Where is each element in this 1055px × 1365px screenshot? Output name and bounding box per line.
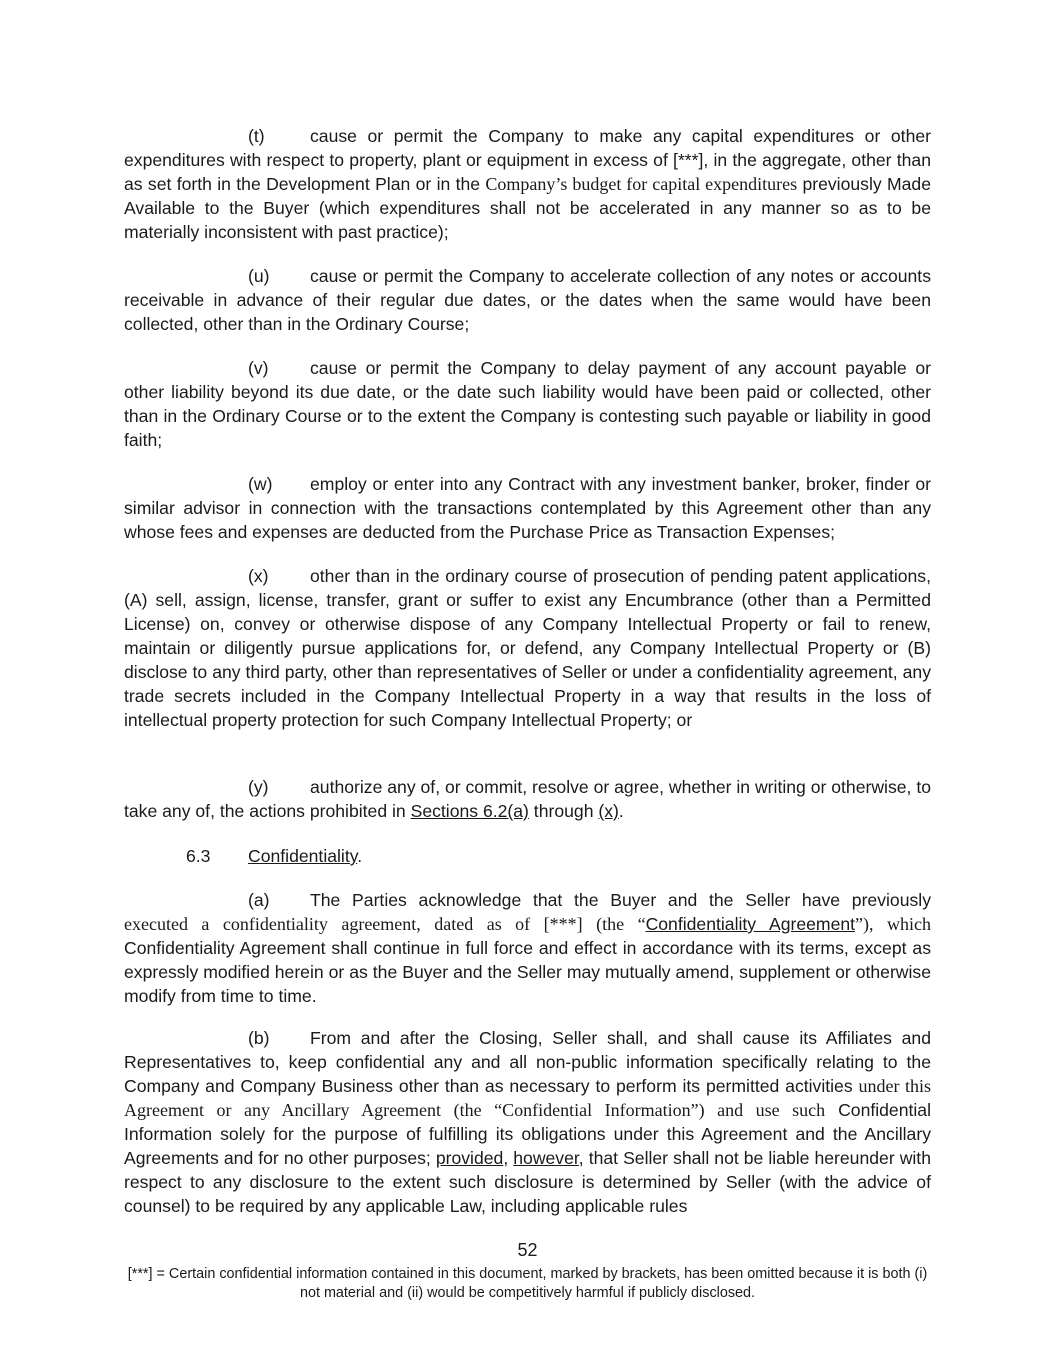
footnote: [***] = Certain confidential information contained in this document, marked by brackets, has been omitted because it is both (i) not material and (ii) would be competitively harmful if publicly disclosed. (127, 1266, 928, 1301)
paragraph-6-3-b (124, 1026, 931, 1218)
paragraph-label: (v) (248, 358, 269, 378)
section-title-end: . (357, 846, 363, 866)
paragraph-u (124, 264, 931, 336)
paragraph-text: employ or enter into any Contract with any investment banker, broker, finder or similar advisor in connection with the transactions contemplated by this Agreement other than any whose fees and expenses are deducted from the Purchase Price as Transaction Expenses; (124, 474, 931, 542)
section-reference-link: (x) (598, 801, 619, 821)
paragraph-text-serif: ”), which (855, 914, 931, 934)
paragraph-text: cause or permit the Company to make any capital expenditures or other expenditures with respect to property, plant or equipment in excess of [***], in the aggregate, other than as set forth in the Development Plan or in the (124, 126, 931, 194)
paragraph-text-serif: Company’s budget for capital expenditures (485, 174, 798, 194)
paragraph-text: Confidentiality Agreement shall continue in full force and effect in accordance with its terms, except as expressly modified herein or as the Buyer and the Seller may mutually amend, supplement or otherwise modify from time to time. (124, 938, 931, 1006)
paragraph-text: authorize any of, or commit, resolve or agree, whether in writing or otherwise, to take any of, the actions prohibited in (124, 777, 931, 821)
however-term: however (513, 1148, 579, 1168)
paragraph-text: , (503, 1148, 514, 1168)
section-number: 6.3 (186, 846, 211, 866)
paragraph-label: (a) (248, 890, 270, 910)
paragraph-label: (u) (248, 266, 270, 286)
paragraph-6-3-a (124, 888, 931, 1008)
paragraph-w (124, 472, 931, 544)
page-number: 52 (517, 1240, 538, 1260)
paragraph-x (124, 564, 931, 732)
paragraph-text: through (528, 801, 599, 821)
paragraph-text-serif: under this Agreement or any Ancillary Agreement (the “Confidential Information”) and use such (124, 1076, 931, 1120)
paragraph-text: , that Seller shall not be liable hereunder with respect to any disclosure to the extent such disclosure is determined by Seller (with the advice of counsel) to be required by any applicable Law, including applicable rules (124, 1148, 931, 1216)
paragraph-y (124, 775, 931, 823)
paragraph-text: other than in the ordinary course of prosecution of pending patent applications, (A) sell, assign, license, transfer, grant or suffer to exist any Encumbrance (other than a Permitted License) on, convey or otherwise dispose of any Company Intellectual Property or fail to renew, maintain or diligently pursue applications for, or defend, any Company Intellectual Property or (B) disclose to any third party, other than representatives of Seller or under a confidentiality agreement, any trade secrets included in the Company Intellectual Property in a way that results in the loss of intellectual property protection for such Company Intellectual Property; or (124, 566, 931, 730)
provided-term: provided (435, 1148, 504, 1168)
paragraph-label: (t) (248, 126, 265, 146)
paragraph-text: The Parties acknowledge that the Buyer and the Seller have previously (310, 890, 931, 910)
paragraph-t (124, 124, 931, 244)
paragraph-label: (b) (248, 1028, 270, 1048)
paragraph-label: (w) (248, 474, 273, 494)
paragraph-text: previously Made Available to the Buyer (which expenditures shall not be accelerated in any manner so as to be materially inconsistent with past practice); (124, 174, 931, 242)
section-heading (186, 844, 362, 868)
defined-term: Confidentiality Agreement (645, 914, 856, 934)
paragraph-label: (y) (248, 777, 269, 797)
paragraph-text: . (618, 801, 624, 821)
section-title: Confidentiality (248, 846, 358, 866)
paragraph-text: Confidential Information solely for the purpose of fulfilling its obligations under this Agreement and the Ancillary Agreements and for no other purposes; (124, 1100, 931, 1168)
paragraph-text: From and after the Closing, Seller shall, and shall cause its Affiliates and Representatives to, keep confidential any and all non-public information specifically relating to the Company and Company Business other than as necessary to perform its permitted activities (124, 1028, 931, 1096)
paragraph-v (124, 356, 931, 452)
paragraph-text: cause or permit the Company to accelerate collection of any notes or accounts receivable in advance of their regular due dates, or the dates when the same would have been collected, other than in the Ordinary Course; (124, 266, 931, 334)
section-reference-link: Sections 6.2(a) (410, 801, 529, 821)
paragraph-text-serif: executed a confidentiality agreement, dated as of [***] (the “ (124, 914, 646, 934)
paragraph-text: cause or permit the Company to delay payment of any account payable or other liability beyond its due date, or the date such liability would have been paid or collected, other than in the Ordinary Course or to the extent the Company is contesting such payable or liability in good faith; (124, 358, 931, 450)
paragraph-label: (x) (248, 566, 269, 586)
